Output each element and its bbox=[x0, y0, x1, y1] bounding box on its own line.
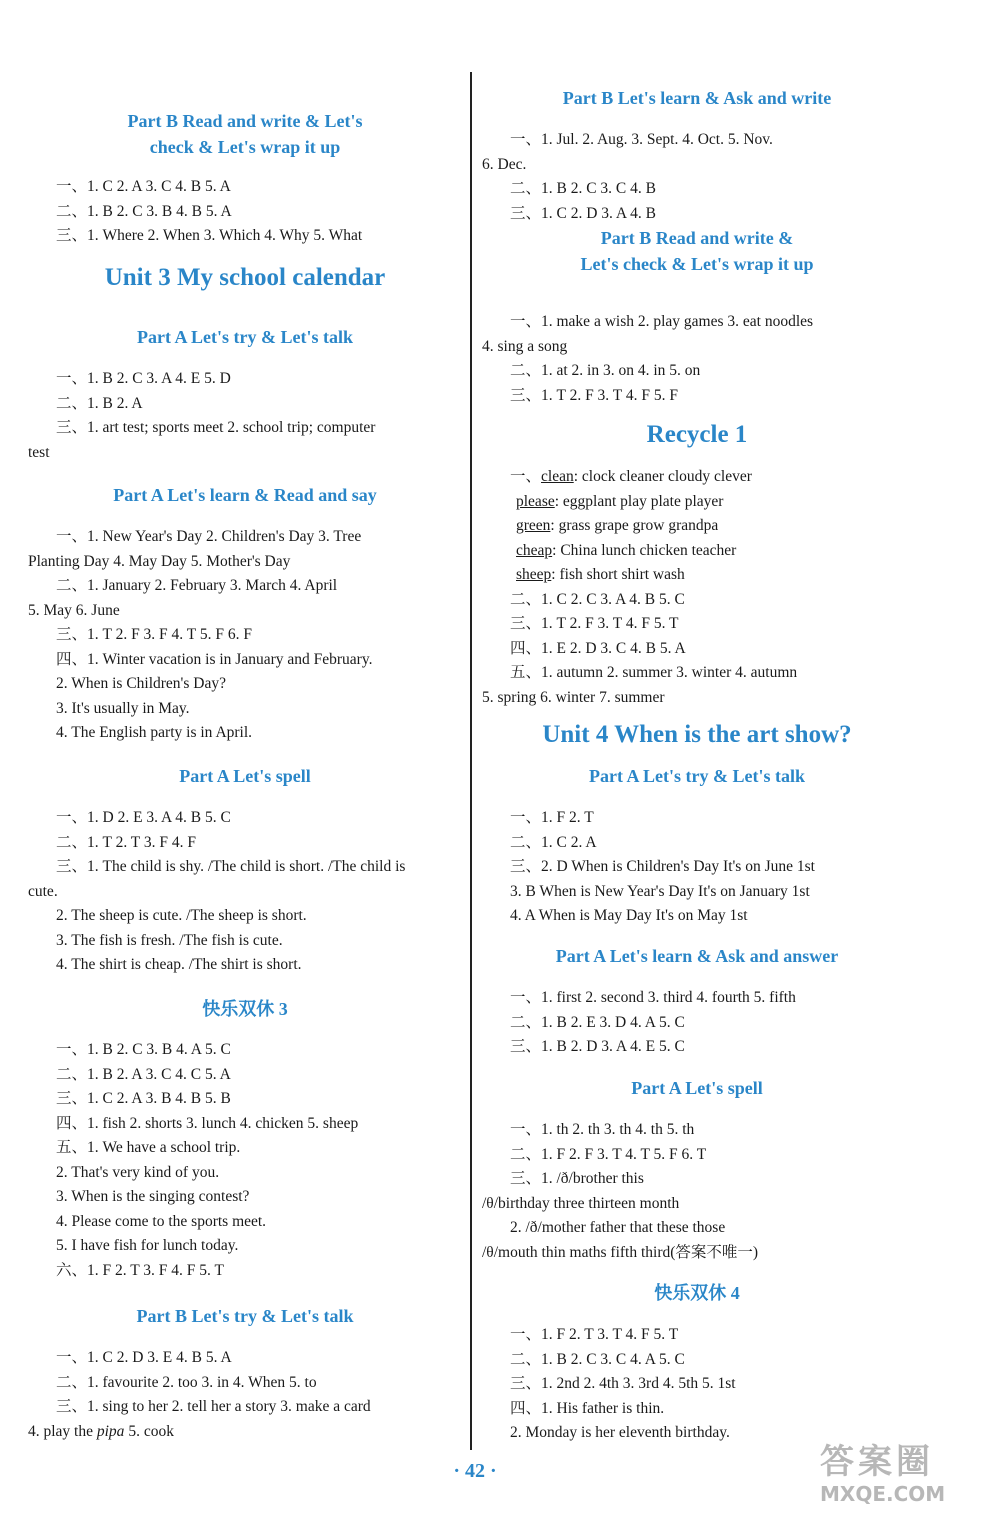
column-divider bbox=[470, 72, 472, 1450]
answer-line: 2. The sheep is cute. /The sheep is short. bbox=[56, 907, 307, 924]
answer-line: /θ/birthday three thirteen month bbox=[482, 1194, 680, 1212]
section-heading bbox=[482, 225, 912, 277]
answer-line: 三、1. T 2. F 3. T 4. F 5. F bbox=[510, 386, 678, 404]
watermark-url: MXQE.COM bbox=[820, 1482, 946, 1506]
answer-line: 一、1. first 2. second 3. third 4. fourth 5. fifth bbox=[510, 989, 796, 1006]
word-group-line bbox=[482, 465, 912, 490]
answer-line: 三、1. art test; sports meet 2. school trip; computer bbox=[56, 419, 376, 436]
word-list: : fish short shirt wash bbox=[551, 566, 685, 583]
answer-line: 一、1. B 2. C 3. A 4. E 5. D bbox=[56, 370, 231, 387]
answer-line: 一、1. Jul. 2. Aug. 3. Sept. 4. Oct. 5. Nov. bbox=[510, 131, 773, 148]
unit-title: Unit 3 My school calendar bbox=[104, 264, 386, 291]
answer-block bbox=[28, 175, 462, 249]
answer-line: 三、1. sing to her 2. tell her a story 3. make a card bbox=[56, 1398, 371, 1415]
answer-text: 5. cook bbox=[124, 1422, 174, 1440]
unit-title: Unit 4 When is the art show? bbox=[542, 721, 852, 748]
answer-line: 5. spring 6. winter 7. summer bbox=[482, 688, 665, 706]
answer-line: 三、2. D When is Children's Day It's on June 1st bbox=[510, 858, 815, 875]
answer-line: 二、1. T 2. T 3. F 4. F bbox=[56, 833, 196, 851]
answer-line: 二、1. January 2. February 3. March 4. April bbox=[56, 577, 338, 594]
answer-text: 4. play the bbox=[28, 1422, 97, 1440]
section-heading: Part B Let's try & Let's talk bbox=[136, 1306, 354, 1326]
answer-block bbox=[28, 525, 462, 746]
key-word: please bbox=[516, 492, 555, 510]
answer-line: 5. May 6. June bbox=[28, 601, 120, 619]
word-group-line bbox=[482, 563, 912, 588]
answer-line: 3. When is the singing contest? bbox=[56, 1188, 250, 1205]
answer-line: 三、1. B 2. D 3. A 4. E 5. C bbox=[510, 1038, 685, 1055]
answer-line: 三、1. Where 2. When 3. Which 4. Why 5. What bbox=[56, 227, 363, 244]
answer-line: 一、1. New Year's Day 2. Children's Day 3. Tree bbox=[56, 528, 362, 545]
answer-block bbox=[482, 310, 912, 408]
answer-block bbox=[482, 1323, 912, 1446]
answer-line: 一、1. make a wish 2. play games 3. eat noodles bbox=[510, 313, 814, 330]
heading-line: check & Let's wrap it up bbox=[149, 137, 341, 157]
answer-line: 二、1. B 2. E 3. D 4. A 5. C bbox=[510, 1013, 685, 1031]
section-heading: Part A Let's learn & Ask and answer bbox=[555, 946, 839, 966]
answer-line: 4. The shirt is cheap. /The shirt is short. bbox=[56, 956, 302, 973]
answer-line: 三、1. The child is shy. /The child is short. /The child is bbox=[56, 858, 406, 875]
section-heading: Part A Let's try & Let's talk bbox=[137, 327, 353, 347]
section-heading bbox=[28, 108, 462, 160]
answer-block bbox=[482, 986, 912, 1060]
answer-line: 五、1. We have a school trip. bbox=[56, 1139, 241, 1156]
answer-line: 2. Monday is her eleventh birthday. bbox=[510, 1424, 730, 1441]
answer-line: 三、1. /ð/brother this bbox=[510, 1170, 644, 1187]
answer-line: 三、1. C 2. A 3. B 4. B 5. B bbox=[56, 1090, 231, 1107]
answer-line: 一、1. th 2. th 3. th 4. th 5. th bbox=[510, 1121, 695, 1138]
answer-line: 五、1. autumn 2. summer 3. winter 4. autumn bbox=[510, 664, 798, 681]
section-heading: 快乐双休 3 bbox=[202, 999, 288, 1019]
section-heading: Part B Let's learn & Ask and write bbox=[562, 88, 832, 108]
answer-line: 三、1. 2nd 2. 4th 3. 3rd 4. 5th 5. 1st bbox=[510, 1375, 736, 1392]
word-list: : China lunch chicken teacher bbox=[552, 541, 737, 559]
answer-line: 一、1. D 2. E 3. A 4. B 5. C bbox=[56, 809, 231, 826]
answer-block bbox=[482, 1118, 912, 1265]
answer-line: 一、1. F 2. T 3. T 4. F 5. T bbox=[510, 1326, 679, 1343]
key-word: sheep bbox=[516, 566, 552, 583]
answer-line: 3. It's usually in May. bbox=[56, 699, 190, 717]
answer-line: 4. The English party is in April. bbox=[56, 724, 253, 741]
answer-block bbox=[28, 367, 462, 465]
answer-line: cute. bbox=[28, 882, 58, 900]
word-group-line bbox=[482, 490, 912, 515]
answer-line: 四、1. fish 2. shorts 3. lunch 4. chicken 5. sheep bbox=[56, 1114, 359, 1132]
answer-line bbox=[28, 1420, 462, 1445]
answer-line: 四、1. Winter vacation is in January and February. bbox=[56, 650, 373, 668]
section-heading: Part A Let's spell bbox=[631, 1078, 763, 1098]
recycle-title: Recycle 1 bbox=[646, 421, 748, 448]
answer-line: 二、1. C 2. A bbox=[510, 833, 597, 851]
answer-line: test bbox=[28, 443, 50, 461]
answer-line: 一、1. C 2. A 3. C 4. B 5. A bbox=[56, 178, 231, 195]
section-heading: Part A Let's try & Let's talk bbox=[589, 766, 805, 786]
section-heading: Part A Let's learn & Read and say bbox=[113, 485, 377, 505]
answer-line: 二、1. B 2. C 3. C 4. A 5. C bbox=[510, 1350, 685, 1368]
heading-line: Part B Read and write & bbox=[600, 228, 794, 248]
key-word: clean bbox=[541, 468, 574, 485]
key-word: green bbox=[516, 517, 551, 534]
answer-line: 二、1. B 2. C 3. B 4. B 5. A bbox=[56, 202, 232, 220]
answer-line: Planting Day 4. May Day 5. Mother's Day bbox=[28, 552, 291, 570]
answer-block bbox=[482, 128, 912, 226]
answer-line: 2. /ð/mother father that these those bbox=[510, 1219, 726, 1236]
answer-line: 一、1. C 2. D 3. E 4. B 5. A bbox=[56, 1349, 232, 1366]
answer-block bbox=[482, 806, 912, 929]
answer-line: 一、1. B 2. C 3. B 4. A 5. C bbox=[56, 1041, 231, 1058]
answer-line: 6. Dec. bbox=[482, 155, 527, 173]
answer-line: 3. B When is New Year's Day It's on January 1st bbox=[510, 882, 810, 900]
answer-block bbox=[28, 1038, 462, 1283]
answer-line: 四、1. His father is thin. bbox=[510, 1399, 665, 1417]
answer-block bbox=[28, 1346, 462, 1444]
line-prefix: 一、 bbox=[510, 468, 542, 485]
answer-line: 二、1. B 2. A 3. C 4. C 5. A bbox=[56, 1065, 231, 1083]
heading-line: Let's check & Let's wrap it up bbox=[580, 254, 814, 274]
word-group-line bbox=[482, 514, 912, 539]
answer-line: 3. The fish is fresh. /The fish is cute. bbox=[56, 931, 283, 949]
italic-word: pipa bbox=[96, 1422, 125, 1440]
page-number: · 42 · bbox=[453, 1460, 497, 1482]
answer-line: 六、1. F 2. T 3. F 4. F 5. T bbox=[56, 1261, 224, 1279]
answer-line: 二、1. at 2. in 3. on 4. in 5. on bbox=[510, 362, 701, 379]
answer-line: 三、1. T 2. F 3. T 4. F 5. T bbox=[510, 615, 679, 632]
answer-line: 三、1. C 2. D 3. A 4. B bbox=[510, 204, 656, 222]
answer-line: 4. Please come to the sports meet. bbox=[56, 1212, 267, 1230]
answer-line: 二、1. favourite 2. too 3. in 4. When 5. to bbox=[56, 1373, 317, 1391]
answer-line: 二、1. B 2. C 3. C 4. B bbox=[510, 180, 656, 197]
answer-line: /θ/mouth thin maths fifth third(答案不唯一) bbox=[482, 1243, 759, 1261]
watermark-text: 答案圈 bbox=[820, 1442, 934, 1482]
word-list: : clock cleaner cloudy clever bbox=[573, 468, 752, 485]
word-group-line bbox=[482, 539, 912, 564]
answer-line: 5. I have fish for lunch today. bbox=[56, 1237, 239, 1254]
answer-block bbox=[482, 465, 912, 710]
answer-line: 三、1. T 2. F 3. F 4. T 5. F 6. F bbox=[56, 626, 252, 643]
word-list: : eggplant play plate player bbox=[554, 492, 724, 510]
answer-line: 二、1. C 2. C 3. A 4. B 5. C bbox=[510, 590, 685, 608]
answer-line: 四、1. E 2. D 3. C 4. B 5. A bbox=[510, 639, 686, 657]
answer-line: 二、1. B 2. A bbox=[56, 394, 143, 412]
answer-block bbox=[28, 806, 462, 978]
section-heading: Part A Let's spell bbox=[179, 766, 311, 786]
key-word: cheap bbox=[516, 541, 553, 559]
word-list: : grass grape grow grandpa bbox=[550, 517, 719, 534]
answer-line: 4. sing a song bbox=[482, 337, 568, 355]
answer-line: 2. When is Children's Day? bbox=[56, 675, 226, 692]
heading-line: Part B Read and write & Let's bbox=[127, 111, 363, 131]
answer-line: 一、1. F 2. T bbox=[510, 809, 594, 826]
answer-line: 二、1. F 2. F 3. T 4. T 5. F 6. T bbox=[510, 1145, 707, 1163]
answer-line: 2. That's very kind of you. bbox=[56, 1163, 220, 1181]
answer-line: 4. A When is May Day It's on May 1st bbox=[510, 907, 748, 924]
section-heading: 快乐双休 4 bbox=[654, 1283, 740, 1303]
watermark-logo bbox=[820, 1442, 990, 1510]
